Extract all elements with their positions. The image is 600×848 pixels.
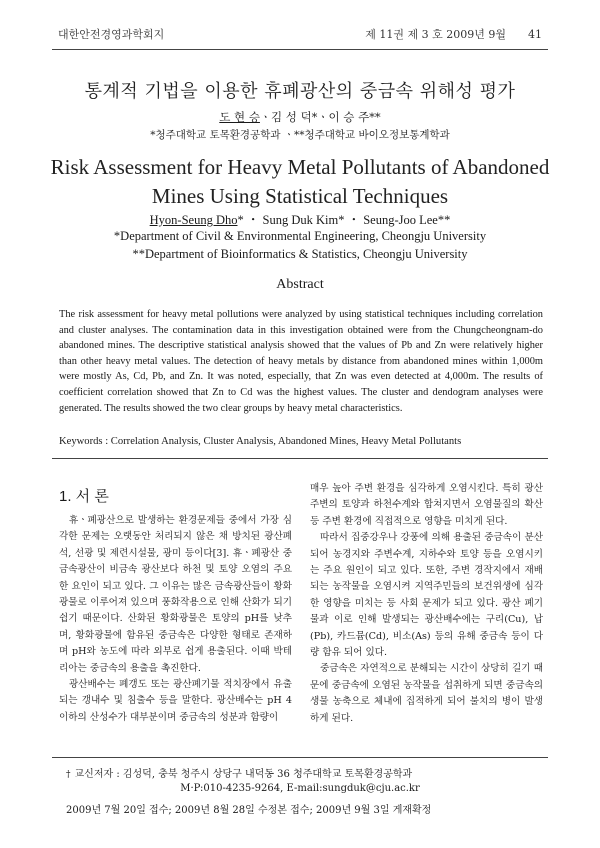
english-author-corresponding: Hyon-Seung Dho	[149, 213, 238, 227]
korean-author-rest: ㆍ김 성 덕*ㆍ이 승 주**	[259, 110, 381, 124]
body-column-left	[59, 513, 292, 726]
english-title-line2: Mines Using Statistical Techniques	[151, 184, 449, 208]
english-affiliation-2: **Department of Bioinformatics & Statistics, Cheongju University	[132, 247, 468, 261]
footnote-dates: 2009년 7월 20일 접수; 2009년 8월 28일 수정본 접수; 2009년 9월 3일 게재확정	[66, 805, 432, 816]
english-title-line1: Risk Assessment for Heavy Metal Pollutants of Abandoned	[50, 155, 550, 179]
footnote-rule	[52, 757, 548, 758]
abstract-text: The risk assessment for heavy metal pollutions were analyzed by using statistical techniques including correlation and cluster analyses. The contamination data in this investigation obtained were from the Chungcheongnam-do abandoned mines. The descriptive statistical analysis showed that the values of Pb and Zn were relatively higher than other heavy metal values. The detection of heavy metals by distance from abandoned mines within 1,000m were mostly As, Cd, Pb, and Zn. It was noted, especially, that Zn was even detected at 4,000m. The results of coefficient correlation showed that Zn to Cd was the highest values. The cluster and dendogram analyses were generated. The results showed the two clear groups by heavy metal characteristics.	[59, 309, 543, 414]
english-author-rest: * ・ Sung Duk Kim* ・ Seung-Joo Lee**	[237, 213, 451, 227]
english-title	[0, 153, 600, 211]
section-heading: 1. 서 론	[59, 488, 109, 505]
body-paragraph: 매우 높아 주변 환경을 심각하게 오염시킨다. 특히 광산주변의 토양과 하천수계와 합쳐지면서 오염물질의 확산 등 주변 환경에 직접적으로 영향을 미치게 된다.	[310, 483, 543, 527]
body-column-right	[310, 481, 543, 727]
abstract-heading: Abstract	[276, 277, 324, 292]
footnote-line1: 교신저자 : 김성덕, 충북 청주시 상당구 내덕동 36 청주대학교 토목환경공학과	[74, 769, 413, 780]
header-rule	[52, 49, 548, 50]
body-paragraph: 휴ㆍ폐광산으로 발생하는 환경문제들 중에서 가장 심각한 문제는 오랫동안 처리되지 않은 채 방치된 광산폐석, 선광 및 제련시설물, 광미 등이다[3]. 휴ㆍ폐광산 중 금속광산이 비금속 광산보다 하천 및 토양 오염의 주요한 요인이 되고 있다. 그 이유는 많은 금속광산들이 황화광물로 이루어져 있으며 풍화작용으로 인해 산화가 되기 쉽기 때문이다. 산화된 황화광물은 토양의 pH를 낮추며, 황화광물에 함유된 중금속은 다양한 형태로 존재하며 pH와 농도에 따라 외부로 쉽게 용출된다. 이때 박테리아는 중금속의 용출을 촉진한다.	[59, 515, 292, 674]
issue-info-group	[365, 26, 542, 42]
journal-name: 대한안전경영과학회지	[58, 28, 165, 41]
korean-affiliations: *청주대학교 토목환경공학과 ㆍ**청주대학교 바이오정보통계학과	[150, 129, 450, 141]
body-paragraph: 광산배수는 폐갱도 또는 광산폐기물 적치장에서 유출되는 갱내수 및 침출수 등을 말한다. 광산배수는 pH 4이하의 산성수가 대부분이며 중금속의 성분과 함량이	[59, 679, 292, 723]
korean-authors	[0, 109, 600, 125]
abstract-rule	[52, 458, 548, 459]
footnote-contact: M·P:010-4235-9264, E-mail:sungduk@cju.ac.kr	[180, 783, 420, 794]
footnote-corresponding	[66, 765, 412, 780]
korean-title: 통계적 기법을 이용한 휴폐광산의 중금속 위해성 평가	[84, 81, 516, 102]
korean-author-corresponding: 도 현 승	[219, 110, 260, 124]
page-number: 41	[528, 28, 542, 41]
keywords: Keywords : Correlation Analysis, Cluster Analysis, Abandoned Mines, Heavy Metal Pollutants	[59, 436, 462, 447]
body-paragraph: 따라서 집중강우나 강풍에 의해 용출된 중금속이 분산되어 농경지와 주변수계, 지하수와 토양 등을 오염시키는 주요 원인이 되고 있다. 또한, 주변 경작지에서 재배되는 농작물을 오염시켜 지역주민들의 보건위생에 심각한 영향을 미치는 등 사회 문제가 되고 있다. 광산 폐기물과 이로 인해 발생되는 광산배수에는 구리(Cu), 납(Pb), 카드뮴(Cd), 비소(As) 등의 유해 중금속 등이 다량 함유 되어 있다.	[310, 532, 543, 659]
issue-info: 제 11권 제 3 호 2009년 9월	[365, 28, 506, 41]
body-paragraph: 중금속은 자연적으로 분해되는 시간이 상당히 길기 때문에 중금속에 오염된 농작물을 섭취하게 되면 중금속의 생물 농축으로 체내에 집적하게 되어 불치의 병이 발생하게 된다.	[310, 663, 543, 724]
english-affiliation-1: *Department of Civil & Environmental Engineering, Cheongju University	[113, 229, 487, 243]
running-header	[58, 26, 542, 44]
english-authors	[0, 210, 600, 228]
dagger-marker: †	[66, 770, 71, 780]
